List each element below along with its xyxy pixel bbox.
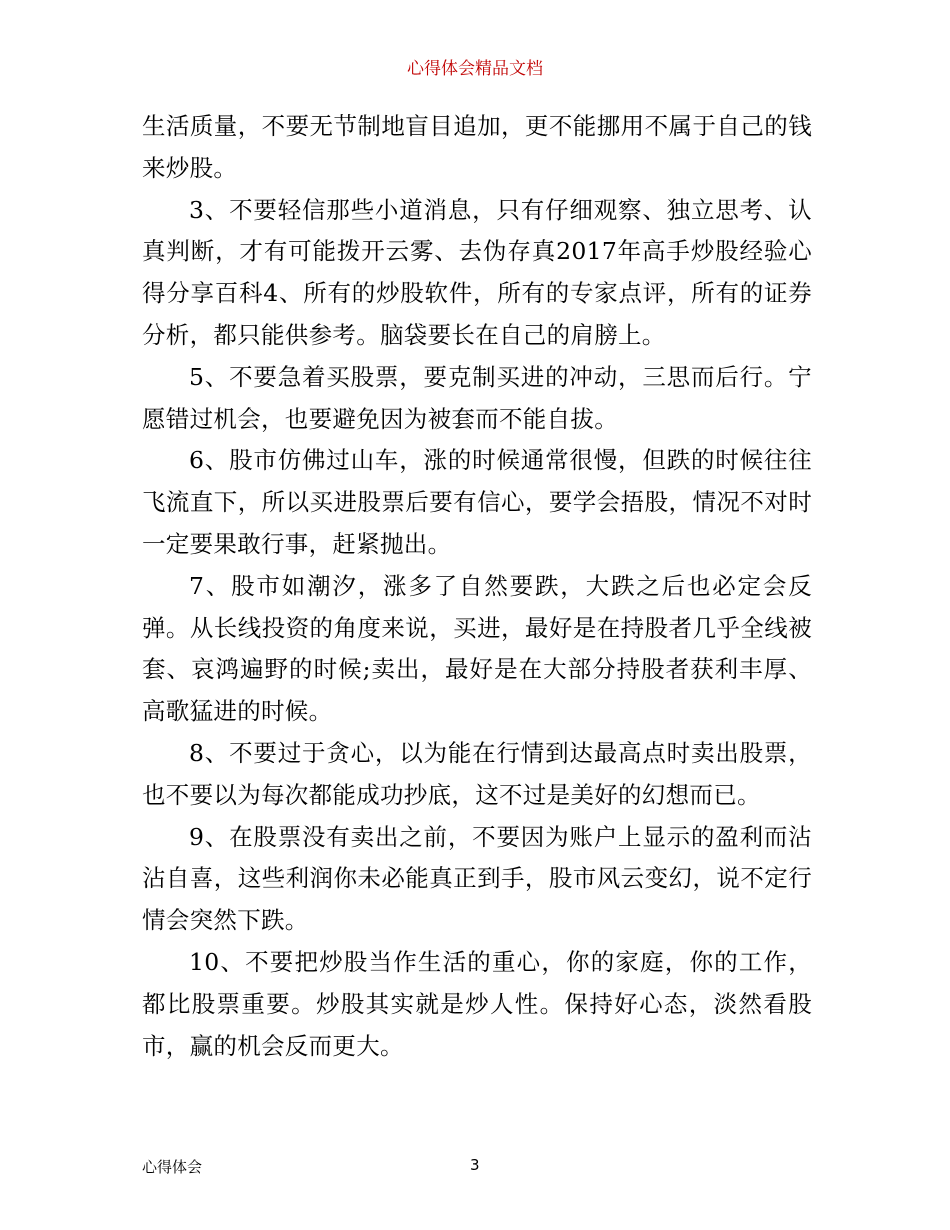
paragraph-item-8: 8、不要过于贪心，以为能在行情到达最高点时卖出股票，也不要以为每次都能成功抄底，这不过是美好的幻想而已。 (142, 738, 812, 809)
document-header-title: 心得体会精品文档 (407, 59, 543, 79)
page-number: 3 (470, 1156, 480, 1174)
paragraph-item-10: 10、不要把炒股当作生活的重心，你的家庭，你的工作，都比股票重要。炒股其实就是炒人性。保持好心态，淡然看股市，赢的机会反而更大。 (142, 947, 812, 1060)
paragraph-item-5: 5、不要急着买股票，要克制买进的冲动，三思而后行。宁愿错过机会，也要避免因为被套而不能自拔。 (142, 362, 812, 433)
paragraph-item-9: 9、在股票没有卖出之前，不要因为账户上显示的盈利而沾沾自喜，这些利润你未必能真正到手，股市风云变幻，说不定行情会突然下跌。 (142, 822, 812, 935)
paragraph-item-7: 7、股市如潮汐，涨多了自然要跌，大跌之后也必定会反弹。从长线投资的角度来说，买进，最好是在持股者几乎全线被套、哀鸿遍野的时候;卖出，最好是在大部分持股者获利丰厚、高歌猛进的时候。 (142, 571, 812, 726)
paragraph-item-6: 6、股市仿佛过山车，涨的时候通常很慢，但跌的时候往往飞流直下，所以买进股票后要有信心，要学会捂股，情况不对时一定要果敢行事，赶紧抛出。 (142, 446, 812, 558)
paragraph-item-3-4: 3、不要轻信那些小道消息，只有仔细观察、独立思考、认真判断，才有可能拨开云雾、去伪存真2017年高手炒股经验心得分享百科4、所有的炒股软件，所有的专家点评，所有的证券分析，都只能供参考。脑袋要长在自己的肩膀上。 (142, 195, 812, 349)
document-body (142, 106, 812, 1067)
footer-label: 心得体会 (142, 1158, 203, 1176)
paragraph-continuation: 生活质量，不要无节制地盲目追加，更不能挪用不属于自己的钱来炒股。 (142, 112, 812, 182)
